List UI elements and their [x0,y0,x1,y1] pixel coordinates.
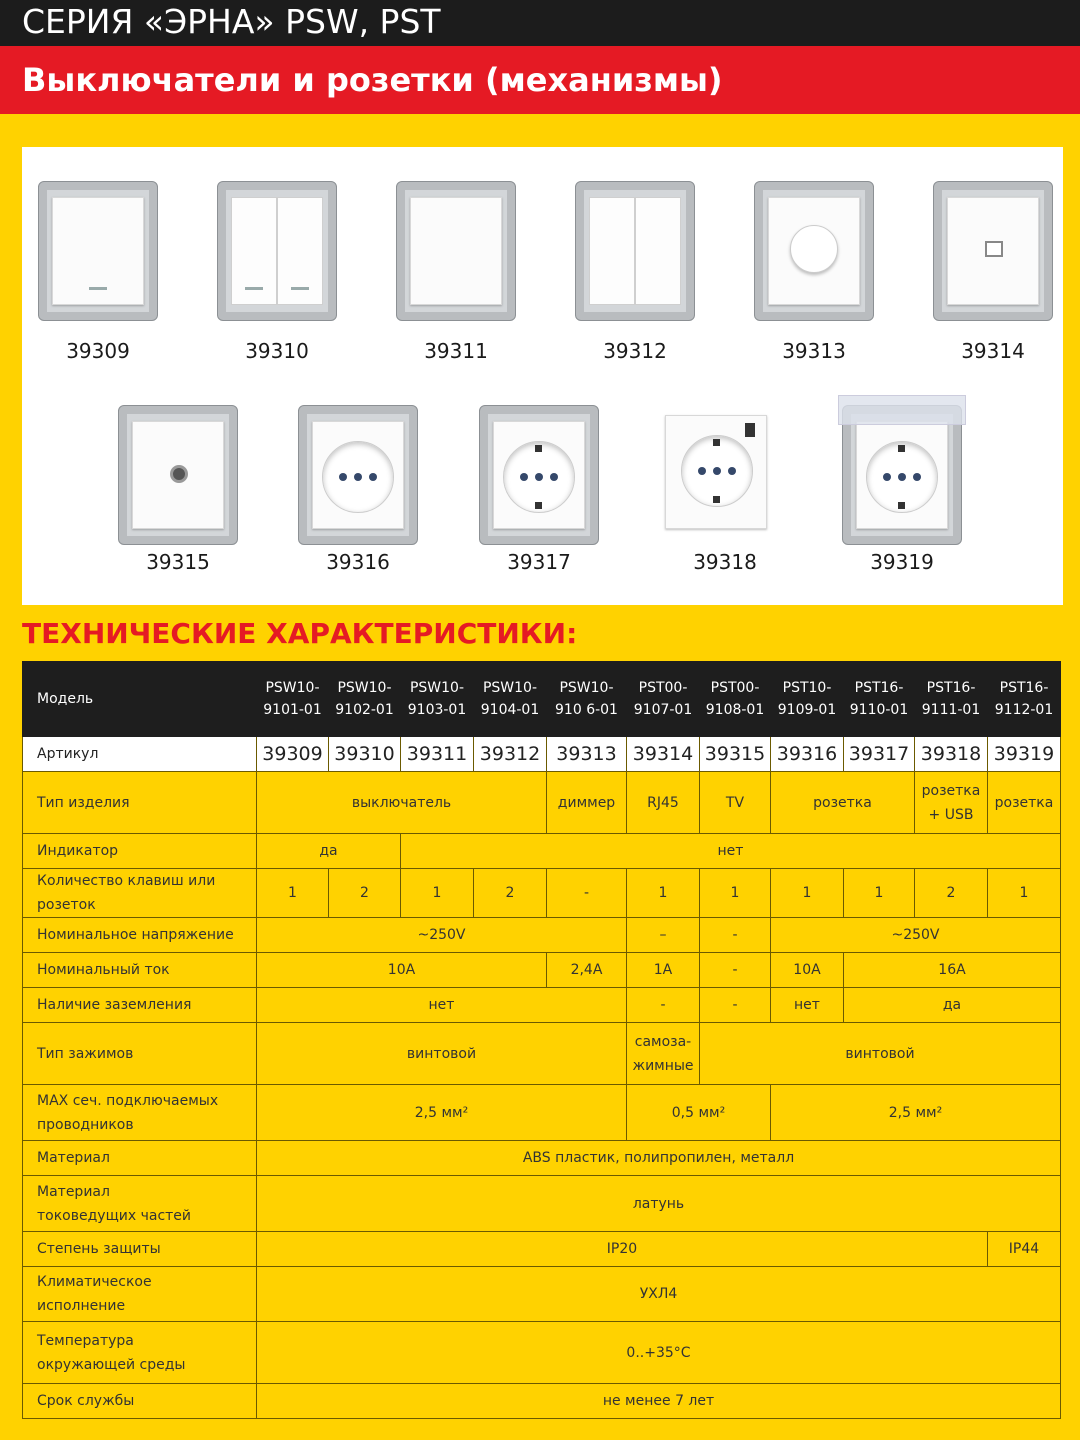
spec-cell: розетка [988,772,1061,834]
current-row [23,953,1061,988]
spec-cell: 2 [329,869,401,918]
spec-cell: 1 [988,869,1061,918]
spec-cell: винтовой [700,1023,1061,1085]
article-cell: 39312 [474,737,547,772]
switch-single-led-image [38,181,158,321]
row-label: Модель [23,662,257,737]
article-cell: 39311 [401,737,474,772]
conductive-row [23,1176,1061,1232]
row-label: Артикул [23,737,257,772]
dimmer-image [754,181,874,321]
row-label: Количество клавиш или розеток [23,869,257,918]
spec-cell: 1А [627,953,700,988]
row-label: Степень защиты [23,1232,257,1267]
spec-cell: IP44 [988,1232,1061,1267]
spec-cell: выключатель [257,772,547,834]
spec-cell: 2,5 мм² [771,1085,1061,1141]
article-cell: 39319 [988,737,1061,772]
spec-cell: не менее 7 лет [257,1384,1061,1419]
row-label: Индикатор [23,834,257,869]
spec-cell: нет [401,834,1061,869]
spec-cell: 2 [915,869,988,918]
spec-cell: да [844,988,1061,1023]
spec-cell: да [257,834,401,869]
spec-cell: 1 [401,869,474,918]
spec-cell: RJ45 [627,772,700,834]
spec-cell: - [700,953,771,988]
article-cell: 39317 [844,737,915,772]
socket-ground-image [479,405,599,545]
temperature-row [23,1322,1061,1384]
row-label: Температура окружающей среды [23,1322,257,1384]
spec-cell: 16А [844,953,1061,988]
switch-double-image [575,181,695,321]
row-label: MAX сеч. подключаемых проводников [23,1085,257,1141]
spec-cell: самоза- жимные [627,1023,700,1085]
keys-row [23,869,1061,918]
spec-cell: 1 [700,869,771,918]
spec-cell: – [627,918,700,953]
model-cell: PSW10- 9103-01 [401,662,474,737]
spec-cell: ~250V [257,918,627,953]
article-row [23,737,1061,772]
model-cell: PST00- 9107-01 [627,662,700,737]
spec-cell: - [700,988,771,1023]
article-cell: 39316 [771,737,844,772]
socket-ip44-lid-image [842,405,962,545]
ground-row [23,988,1061,1023]
page-subtitle: Выключатели и розетки (механизмы) [22,61,723,99]
protection-row [23,1232,1061,1267]
spec-cell: нет [257,988,627,1023]
spec-cell: 10А [771,953,844,988]
article-cell: 39314 [627,737,700,772]
spec-cell: 1 [844,869,915,918]
model-cell: PST16- 9112-01 [988,662,1061,737]
model-row [23,662,1061,737]
socket-no-ground-image [298,405,418,545]
switch-double-led-image [217,181,337,321]
model-cell: PST00- 9108-01 [700,662,771,737]
product-code: 39319 [870,550,934,574]
row-label: Номинальный ток [23,953,257,988]
product-code: 39311 [424,339,488,363]
type-row [23,772,1061,834]
spec-cell: - [547,869,627,918]
spec-cell: 0..+35°C [257,1322,1061,1384]
spec-cell: IP20 [257,1232,988,1267]
product-code: 39309 [66,339,130,363]
spec-table [22,661,1061,1419]
indicator-row [23,834,1061,869]
spec-cell: латунь [257,1176,1061,1232]
product-code: 39315 [146,550,210,574]
lifetime-row [23,1384,1061,1419]
switch-single-image [396,181,516,321]
model-cell: PSW10- 9101-01 [257,662,329,737]
series-title: СЕРИЯ «ЭРНА» PSW, PST [22,2,441,41]
spec-cell: ABS пластик, полипропилен, металл [257,1141,1061,1176]
climate-row [23,1267,1061,1322]
spec-cell: 10А [257,953,547,988]
spec-cell: ~250V [771,918,1061,953]
product-code: 39313 [782,339,846,363]
row-label: Материал токоведущих частей [23,1176,257,1232]
section-row [23,1085,1061,1141]
product-code: 39316 [326,550,390,574]
spec-cell: TV [700,772,771,834]
article-cell: 39309 [257,737,329,772]
socket-usb-image [665,405,785,545]
spec-cell: 1 [771,869,844,918]
product-code: 39314 [961,339,1025,363]
rj45-socket-image [933,181,1053,321]
spec-cell: - [700,918,771,953]
model-cell: PST16- 9111-01 [915,662,988,737]
spec-cell: - [627,988,700,1023]
model-cell: PSW10- 910 6-01 [547,662,627,737]
spec-cell: 2 [474,869,547,918]
row-label: Срок службы [23,1384,257,1419]
article-cell: 39315 [700,737,771,772]
spec-cell: 1 [627,869,700,918]
product-code: 39318 [693,550,757,574]
tv-socket-image [118,405,238,545]
row-label: Тип зажимов [23,1023,257,1085]
article-cell: 39313 [547,737,627,772]
model-cell: PST10- 9109-01 [771,662,844,737]
row-label: Номинальное напряжение [23,918,257,953]
product-code: 39312 [603,339,667,363]
spec-cell: нет [771,988,844,1023]
clamps-row [23,1023,1061,1085]
product-gallery [22,147,1063,605]
spec-cell: розетка + USB [915,772,988,834]
product-code: 39317 [507,550,571,574]
voltage-row [23,918,1061,953]
spec-cell: УХЛ4 [257,1267,1061,1322]
article-cell: 39318 [915,737,988,772]
spec-cell: 2,4А [547,953,627,988]
spec-cell: винтовой [257,1023,627,1085]
product-code: 39310 [245,339,309,363]
model-cell: PSW10- 9102-01 [329,662,401,737]
spec-cell: 0,5 мм² [627,1085,771,1141]
spec-cell: 2,5 мм² [257,1085,627,1141]
material-row [23,1141,1061,1176]
row-label: Наличие заземления [23,988,257,1023]
spec-cell: 1 [257,869,329,918]
row-label: Климатическое исполнение [23,1267,257,1322]
row-label: Материал [23,1141,257,1176]
model-cell: PSW10- 9104-01 [474,662,547,737]
article-cell: 39310 [329,737,401,772]
spec-cell: розетка [771,772,915,834]
tech-section-title: ТЕХНИЧЕСКИЕ ХАРАКТЕРИСТИКИ: [22,617,578,650]
spec-cell: диммер [547,772,627,834]
row-label: Тип изделия [23,772,257,834]
model-cell: PST16- 9110-01 [844,662,915,737]
